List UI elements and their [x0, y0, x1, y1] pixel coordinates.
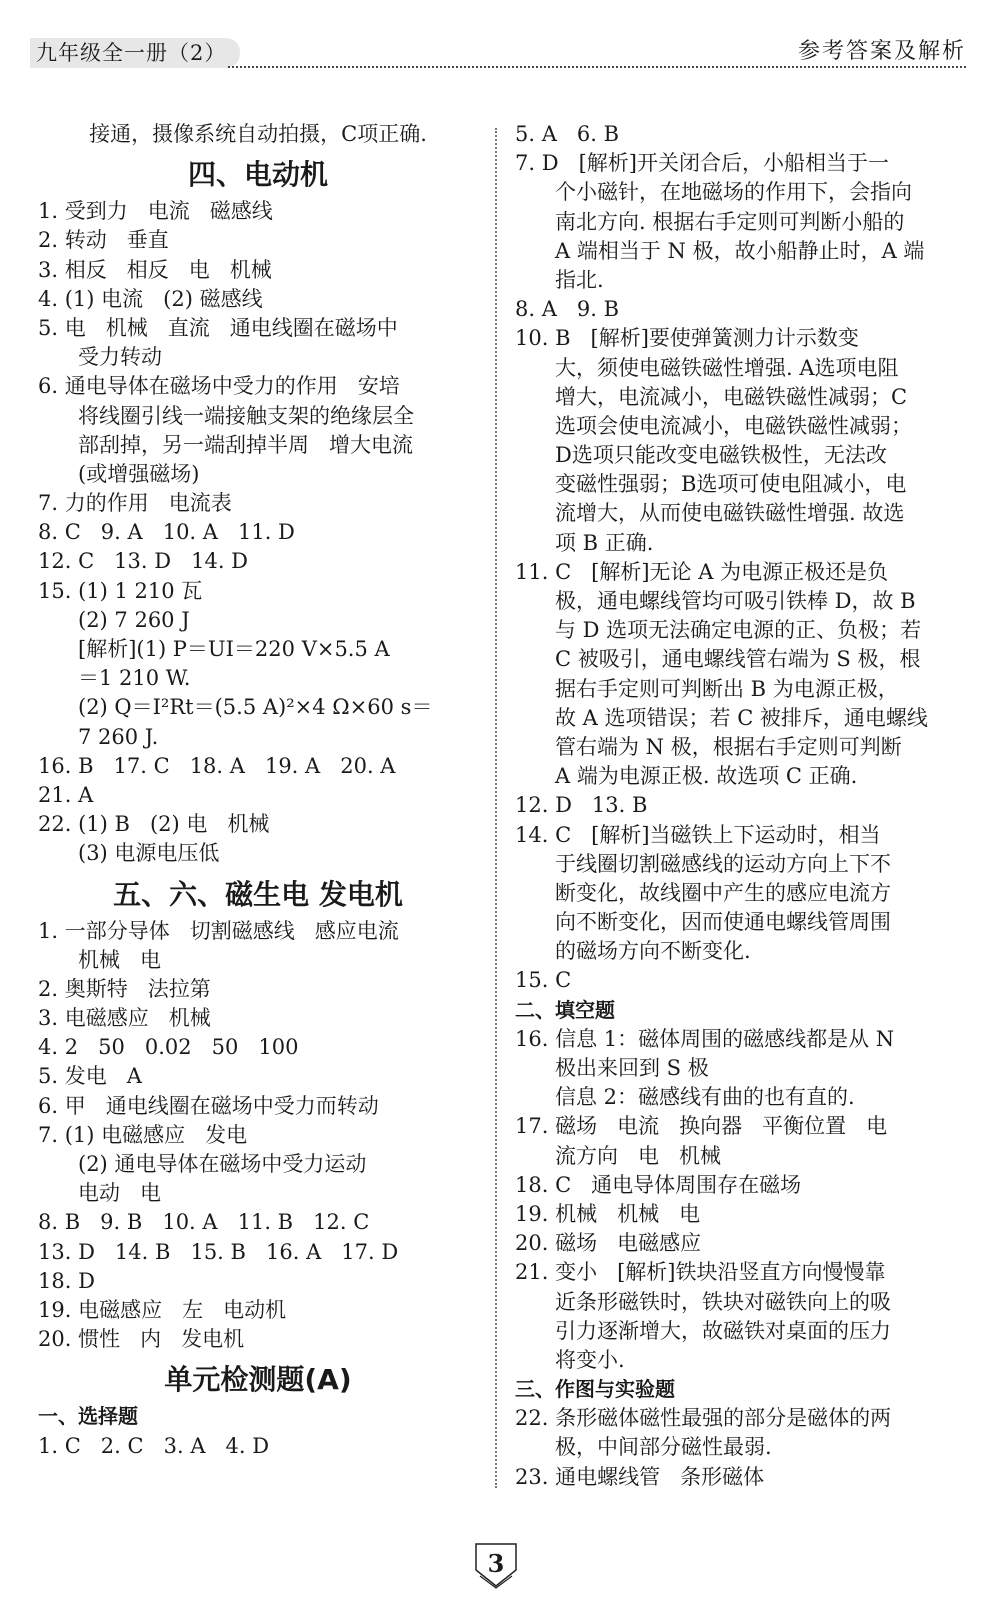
- answer-line: 1. 一部分导体 切割磁感线 感应电流: [38, 918, 399, 943]
- answer-line: 将线圈引线一端接触支架的绝缘层全: [78, 403, 414, 428]
- answer-line: 1. 受到力 电流 磁感线: [38, 199, 273, 224]
- answer-line: 20. 惯性 内 发电机: [38, 1327, 245, 1352]
- answer-line: 增大，电流减小，电磁铁磁性减弱；C: [555, 384, 908, 409]
- answer-line: 项 B 正确.: [555, 530, 654, 555]
- answer-line: 3. 电磁感应 机械: [38, 1006, 211, 1031]
- answer-line: A 端为电源正极. 故选项 C 正确.: [555, 764, 858, 789]
- answer-line: 18. C 通电导体周围存在磁场: [515, 1172, 802, 1197]
- answer-line: 极，通电螺线管均可吸引铁棒 D，故 B: [555, 589, 916, 613]
- answer-line: A 端相当于 N 极，故小船静止时，A 端: [555, 238, 925, 263]
- answer-line: 2. 奥斯特 法拉第: [38, 976, 211, 1001]
- answer-line: 3. 相反 相反 电 机械: [38, 257, 272, 282]
- answer-line: 8. A 9. B: [515, 297, 620, 322]
- answer-line: 12. D 13. B: [515, 793, 648, 818]
- answer-line: 引力逐渐增大，故磁铁对桌面的压力: [555, 1318, 891, 1343]
- left-column: [38, 120, 478, 1461]
- answer-line: 个小磁针，在地磁场的作用下，会指向: [555, 180, 912, 205]
- answer-line: (3) 电源电压低: [78, 841, 220, 866]
- answer-line: 据右手定则可判断出 B 为电源正极，: [555, 676, 899, 701]
- answer-line: (2) 7 260 J: [78, 607, 190, 632]
- answer-line: 将变小.: [555, 1347, 625, 1372]
- answer-line: 极出来回到 S 极: [555, 1056, 709, 1080]
- answer-line: 向不断变化，因而使通电螺线管周围: [555, 910, 891, 935]
- answer-line: 22. 条形磁体磁性最强的部分是磁体的两: [515, 1406, 892, 1431]
- answer-line: 19. 电磁感应 左 电动机: [38, 1297, 287, 1322]
- answer-line: 8. C 9. A 10. A 11. D: [38, 520, 295, 545]
- answer-line: 4. (1) 电流 (2) 磁感线: [38, 286, 263, 311]
- answer-line: 选项会使电流减小，电磁铁磁性减弱；: [555, 413, 912, 438]
- answer-line: ＝1 210 W.: [78, 666, 191, 691]
- answer-line: C 被吸引，通电螺线管右端为 S 极，根: [555, 647, 921, 672]
- page-header: [0, 0, 996, 70]
- answer-line: (2) Q＝I²Rt＝(5.5 A)²×4 Ω×60 s＝: [78, 695, 433, 720]
- answer-line: 16. B 17. C 18. A 19. A 20. A: [38, 753, 396, 778]
- answer-line: 10. B [解析]要使弹簧测力计示数变: [515, 326, 859, 351]
- answer-line: 7. 力的作用 电流表: [38, 491, 232, 516]
- section-heading: 一、选择题: [38, 1404, 138, 1429]
- chapter-heading: 单元检测题(A): [164, 1363, 352, 1397]
- answer-line: 11. C [解析]无论 A 为电源正极还是负: [515, 559, 889, 584]
- answer-line: 接通，摄像系统自动拍摄，C项正确.: [89, 122, 427, 146]
- answer-line: 故 A 选项错误；若 C 被排斥，通电螺线: [555, 705, 928, 730]
- answer-line: 的磁场方向不断变化.: [555, 939, 751, 964]
- page-number: 3: [487, 1549, 505, 1578]
- answer-line: 16. 信息 1：磁体周围的磁感线都是从 N: [515, 1026, 895, 1051]
- answer-line: 7 260 J.: [78, 724, 159, 749]
- answer-line: 信息 2：磁感线有曲的也有直的.: [555, 1085, 855, 1110]
- answer-line: 指北.: [555, 267, 604, 292]
- answer-line: 5. 发电 A: [38, 1064, 142, 1089]
- chapter-heading: 四、电动机: [187, 158, 328, 192]
- answer-line: 23. 通电螺线管 条形磁体: [515, 1464, 765, 1489]
- answer-line: 变磁性强弱；B选项可使电阻减小，电: [555, 472, 907, 497]
- answer-line: 21. 变小 [解析]铁块沿竖直方向慢慢靠: [515, 1260, 886, 1285]
- answer-line: 于线圈切割磁感线的运动方向上下不: [555, 851, 891, 876]
- answer-line: 17. 磁场 电流 换向器 平衡位置 电: [515, 1114, 888, 1139]
- answer-line: 近条形磁铁时，铁块对磁铁向上的吸: [555, 1289, 891, 1314]
- answer-line: 2. 转动 垂直: [38, 228, 169, 253]
- chapter-heading: 五、六、磁生电 发电机: [113, 877, 403, 911]
- answer-line: 14. C [解析]当磁铁上下运动时，相当: [515, 822, 881, 847]
- answer-line: 8. B 9. B 10. A 11. B 12. C: [38, 1210, 370, 1235]
- section-title: 参考答案及解析: [797, 39, 966, 64]
- answer-line: (2) 通电导体在磁场中受力运动: [78, 1152, 367, 1176]
- header-rule: [228, 66, 966, 68]
- answer-line: [解析](1) P＝UI＝220 V×5.5 A: [78, 637, 390, 661]
- right-column: [515, 120, 955, 1492]
- answer-line: 5. 电 机械 直流 通电线圈在磁场中: [38, 315, 398, 340]
- answer-line: 12. C 13. D 14. D: [38, 549, 249, 574]
- answer-line: 18. D: [38, 1268, 95, 1293]
- answer-line: 部刮掉，另一端刮掉半周 增大电流: [78, 432, 414, 457]
- answer-line: 13. D 14. B 15. B 16. A 17. D: [38, 1239, 399, 1264]
- answer-line: 4. 2 50 0.02 50 100: [38, 1035, 299, 1060]
- answer-line: 22. (1) B (2) 电 机械: [38, 812, 270, 837]
- answer-line: 机械 电: [78, 947, 162, 972]
- answer-line: (或增强磁场): [78, 461, 200, 486]
- answer-line: 管右端为 N 极，根据右手定则可判断: [555, 734, 902, 759]
- answer-line: 南北方向. 根据右手定则可判断小船的: [555, 209, 905, 234]
- answer-line: 7. D [解析]开关闭合后，小船相当于一: [515, 151, 889, 176]
- answer-line: 21. A: [38, 782, 94, 807]
- answer-line: D选项只能改变电磁铁极性，无法改: [555, 443, 887, 468]
- answer-line: 流增大，从而使电磁铁磁性增强. 故选: [555, 501, 905, 526]
- answer-line: 15. C: [515, 968, 572, 993]
- answer-line: 与 D 选项无法确定电源的正、负极；若: [555, 618, 922, 643]
- section-heading: 二、填空题: [515, 997, 615, 1022]
- answer-line: 7. (1) 电磁感应 发电: [38, 1122, 248, 1147]
- answer-line: 20. 磁场 电磁感应: [515, 1231, 702, 1256]
- answer-line: 6. 通电导体在磁场中受力的作用 安培: [38, 374, 400, 399]
- answer-line: 15. (1) 1 210 瓦: [38, 578, 203, 603]
- section-heading: 三、作图与实验题: [515, 1377, 675, 1402]
- answer-line: 电动 电: [78, 1181, 162, 1206]
- answer-line: 流方向 电 机械: [555, 1143, 722, 1168]
- column-divider: [495, 128, 497, 1488]
- book-title: 九年级全一册（2）: [30, 38, 240, 68]
- answer-line: 6. 甲 通电线圈在磁场中受力而转动: [38, 1093, 379, 1118]
- answer-line: 1. C 2. C 3. A 4. D: [38, 1433, 270, 1458]
- answer-line: 极，中间部分磁性最弱.: [555, 1435, 772, 1460]
- answer-line: 断变化，故线圈中产生的感应电流方: [555, 880, 891, 905]
- answer-line: 5. A 6. B: [515, 122, 620, 146]
- answer-line: 19. 机械 机械 电: [515, 1201, 701, 1226]
- answer-line: 受力转动: [78, 345, 162, 370]
- answer-line: 大，须使电磁铁磁性增强. A选项电阻: [555, 355, 899, 380]
